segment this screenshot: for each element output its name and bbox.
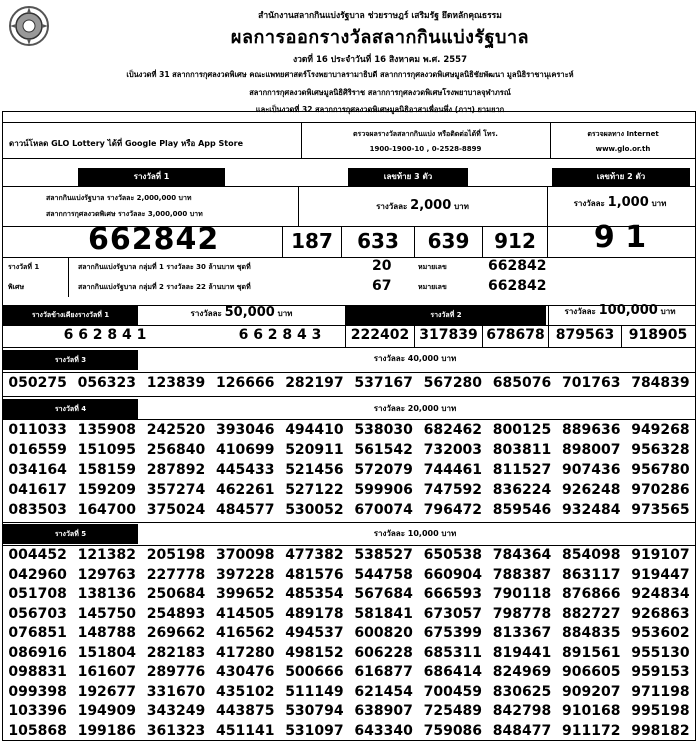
internet-label: ตรวจผลทาง Internet (587, 130, 659, 138)
three-digit-number: 633 (357, 229, 399, 253)
prize-number: 907436 (562, 462, 621, 478)
prize-number: 561542 (354, 442, 413, 458)
prize-number: 145750 (77, 605, 137, 622)
prize-number: 537167 (354, 375, 413, 391)
prize-number: 848477 (492, 722, 552, 739)
prize-number: 121382 (77, 547, 137, 563)
two-digit-number: 9 1 (593, 220, 647, 255)
prize-number: 451141 (215, 722, 275, 739)
prize-number: 599906 (354, 482, 413, 498)
prize-number: 953602 (631, 625, 690, 641)
prize-number: 414505 (215, 605, 275, 622)
special-row2-set: 67 (372, 278, 392, 294)
prize-number: 481576 (285, 566, 344, 583)
prize-number: 956780 (631, 462, 690, 478)
two-digit-prize-unit: บาท (651, 199, 667, 208)
prize-number: 489178 (285, 605, 344, 622)
prize-number: 051708 (8, 586, 67, 602)
prize-number: 600820 (354, 625, 413, 641)
prize-number: 331670 (146, 683, 206, 700)
prize-number: 682462 (423, 422, 483, 438)
prize-number: 042960 (8, 566, 67, 583)
prize-number: 800125 (492, 422, 552, 438)
prize-number: 788387 (492, 566, 552, 583)
two-digit-prize-prefix: รางวัลละ (573, 199, 605, 208)
prize-number: 511149 (285, 683, 344, 700)
prize-number: 700459 (423, 683, 483, 700)
prize-number: 287892 (146, 462, 206, 478)
special-label-1: รางวัลที่ 1 (8, 263, 40, 271)
prize-number: 016559 (8, 442, 67, 458)
first-prize-label: รางวัลที่ 1 (78, 168, 225, 186)
prize-number: 443875 (215, 703, 275, 719)
prize-number: 882727 (562, 605, 621, 622)
second-prize-unit: บาท (660, 307, 676, 316)
prize-number: 445433 (215, 462, 275, 478)
prize-number: 484577 (215, 502, 275, 518)
prize-number: 103396 (8, 703, 67, 719)
prize-number: 530794 (285, 703, 344, 719)
first-prize-desc-2: สลากการกุศลงวดพิเศษ รางวัลละ 3,000,000 บาท (46, 210, 203, 218)
near-prize-number: 6 6 2 8 4 3 (238, 327, 322, 343)
prize-number: 919107 (631, 547, 690, 563)
two-digit-prize-amount: 1,000 (607, 195, 649, 210)
prize-number-row (3, 565, 695, 585)
prize-number: 685311 (423, 644, 483, 661)
prize-number: 898007 (562, 442, 621, 458)
prize-number: 416562 (215, 625, 275, 641)
prize-number: 863117 (562, 566, 621, 583)
prize-number: 744461 (423, 462, 483, 478)
prize-number: 606228 (354, 644, 413, 661)
prize-number: 660904 (423, 566, 483, 583)
prize-number: 343249 (146, 703, 206, 719)
prize-number: 670074 (354, 502, 413, 518)
prize-number: 675399 (423, 625, 483, 641)
prize-number: 375024 (146, 502, 206, 518)
info-row (2, 122, 696, 159)
second-prize-number: 879563 (555, 327, 615, 343)
prize-number: 673057 (423, 605, 483, 622)
three-digit-number: 912 (494, 229, 536, 253)
near-prize-amount: 50,000 (224, 305, 275, 320)
prize-number: 759086 (423, 722, 483, 739)
prize-number: 854098 (562, 547, 621, 563)
draw-note-1: เป็นงวดที่ 31 สลากการกุศลงวดพิเศษ คณะแพทยศาสตร์โรงพยาบาลรามาธิบดี สลากการกุศลงวดพิเศษมูลนิธิชัยพัฒนา มูลนิธิราชานุเคราะห์ (126, 70, 574, 79)
prize-number: 973565 (631, 502, 690, 518)
near-prize-prefix: รางวัลละ (190, 309, 222, 318)
draw-note-2: สลากการกุศลงวดพิเศษมูลนิธิศิริราช สลากการกุศลงวดพิเศษโรงพยาบาลจุฬาภรณ์ (249, 88, 511, 97)
special-row1-no-label: หมายเลข (418, 263, 447, 271)
prize-number: 269662 (146, 625, 206, 641)
prize-number: 725489 (423, 703, 483, 719)
prize-number: 158159 (77, 462, 137, 478)
prize-number-row (3, 480, 695, 500)
prize-number: 959153 (631, 664, 690, 680)
prize-number: 399652 (215, 586, 275, 602)
prize-number: 159209 (77, 482, 137, 498)
prize-number: 638907 (354, 703, 413, 719)
prize-number: 435102 (215, 683, 275, 700)
three-digit-number: 187 (291, 229, 333, 253)
prize-number-row (3, 662, 695, 682)
prize-number: 397228 (215, 566, 275, 583)
prize-number: 148788 (77, 625, 137, 641)
prize-number: 138136 (77, 586, 137, 602)
second-prize-number: 317839 (419, 327, 478, 343)
prize-number: 477382 (285, 547, 344, 563)
prize-number: 050275 (8, 375, 67, 391)
prize-number: 926863 (631, 605, 690, 622)
prize-number: 830625 (492, 683, 552, 700)
prize-number: 485354 (285, 586, 344, 602)
prize-number: 911172 (562, 722, 621, 739)
prize-number-row (3, 623, 695, 643)
prize-number: 393046 (215, 422, 275, 438)
special-row2-desc: สลากกินแบ่งรัฐบาล กลุ่มที่ 2 รางวัลละ 22 ล้านบาท ชุดที่ (78, 283, 251, 291)
prize-number: 194909 (77, 703, 137, 719)
prize-number-row (3, 440, 695, 460)
first-prize-desc-1: สลากกินแบ่งรัฐบาล รางวัลละ 2,000,000 บาท (46, 194, 192, 202)
check-label: ตรวจผลรางวัลสลากกินแบ่ง หรือติดต่อได้ที่ โทร. (353, 130, 498, 138)
prize-number: 164700 (77, 502, 137, 518)
prize-number: 056703 (8, 605, 67, 622)
prize-number: 701763 (562, 375, 621, 391)
phone-number: 1900-1900-10 , 0-2528-8899 (369, 145, 482, 153)
second-prize-number: 678678 (486, 327, 545, 343)
prize-number: 099398 (8, 683, 67, 700)
prize-number: 123839 (146, 375, 206, 391)
prize-number: 811527 (492, 462, 552, 478)
prize-number: 784839 (631, 375, 690, 391)
prize-number: 500666 (285, 664, 344, 680)
near-prize-number: 6 6 2 8 4 1 (63, 327, 147, 343)
prize-number: 129763 (77, 566, 137, 583)
two-digit-label: เลขท้าย 2 ตัว (552, 168, 690, 186)
prize-number: 803811 (492, 442, 552, 458)
prize-number: 527122 (285, 482, 344, 498)
prize-number: 531097 (285, 722, 344, 739)
prize-number: 041617 (8, 482, 67, 498)
prize-number: 004452 (8, 547, 67, 563)
prize-number: 796472 (423, 502, 483, 518)
prize-number: 889636 (562, 422, 621, 438)
prize-number: 205198 (146, 547, 206, 563)
prize-number: 971198 (631, 683, 690, 700)
prize-number: 956328 (631, 442, 690, 458)
prize-number: 135908 (77, 422, 137, 438)
three-digit-number: 639 (427, 229, 470, 253)
third-prize-label: รางวัลที่ 3 (3, 350, 138, 370)
three-digit-label: เลขท้าย 3 ตัว (348, 168, 468, 186)
special-row2-number: 662842 (488, 278, 547, 294)
prize-number: 544758 (354, 566, 413, 583)
three-digit-prize-prefix: รางวัลละ (376, 202, 408, 211)
first-prize-number: 662842 (88, 222, 220, 257)
three-digit-prize-unit: บาท (454, 202, 469, 211)
prize-number: 076851 (8, 625, 67, 641)
third-prize-amount: รางวัลละ 40,000 บาท (373, 354, 457, 363)
prize-number: 621454 (354, 683, 413, 700)
near-prize-label: รางวัลข้างเคียงรางวัลที่ 1 (3, 306, 138, 325)
prize-number: 836224 (492, 482, 552, 498)
prize-number: 813367 (492, 625, 552, 641)
prize-number: 955130 (631, 644, 690, 661)
three-digit-prize (300, 198, 545, 213)
download-note: ดาวน์โหลด GLO Lottery ได้ที่ Google Play หรือ App Store (9, 139, 243, 148)
special-row1-number: 662842 (488, 258, 547, 274)
prize-number-row (3, 643, 695, 663)
prize-number: 747592 (423, 482, 483, 498)
prize-number: 567684 (354, 586, 413, 602)
prize-number: 289776 (146, 664, 206, 680)
prize-number: 520911 (285, 442, 344, 458)
prize-number: 567280 (423, 375, 483, 391)
prize-number: 361323 (146, 722, 206, 739)
prize-number: 011033 (8, 422, 67, 438)
prize-number: 643340 (354, 722, 413, 739)
second-prize (549, 303, 691, 318)
website-link[interactable]: www.glo.or.th (595, 145, 651, 153)
prize-number-row (3, 584, 695, 604)
second-prize-prefix: รางวัลละ (564, 307, 596, 316)
prize-number: 906605 (562, 664, 621, 680)
prize-number: 494410 (285, 422, 344, 438)
prize-number: 824969 (492, 664, 552, 680)
prize-number: 732003 (423, 442, 483, 458)
second-prize-number: 918905 (628, 327, 688, 343)
prize-number: 282197 (285, 375, 344, 391)
two-digit-prize (549, 195, 691, 210)
prize-number: 254893 (146, 605, 206, 622)
prize-number: 581841 (354, 605, 413, 622)
second-prize-label: รางวัลที่ 2 (346, 306, 546, 325)
prize-number: 056323 (77, 375, 137, 391)
near-prize (140, 305, 343, 320)
prize-number-row (3, 701, 695, 721)
prize-number: 417280 (215, 644, 275, 661)
prize-number-row (3, 721, 695, 741)
prize-number: 105868 (8, 722, 67, 739)
prize-number: 161607 (77, 664, 137, 680)
draw-note-3: และเป็นงวดที่ 32 สลากการกุศลงวดพิเศษมูลนิธิอาสาเพื่อนพึ่ง (ภาฯ) ยามยาก (255, 105, 505, 114)
fifth-prize-label: รางวัลที่ 5 (3, 524, 138, 544)
prize-number-row (3, 604, 695, 624)
prize-number: 250684 (146, 586, 206, 602)
near-prize-unit: บาท (277, 309, 293, 318)
prize-number: 686414 (423, 664, 483, 680)
prize-number: 410699 (215, 442, 275, 458)
prize-number: 494537 (285, 625, 344, 641)
prize-number: 199186 (77, 722, 137, 739)
prize-number: 859546 (492, 502, 552, 518)
fourth-prize-amount: รางวัลละ 20,000 บาท (373, 404, 457, 413)
prize-number: 616877 (354, 664, 413, 680)
prize-number: 998182 (631, 722, 690, 739)
fifth-prize-amount: รางวัลละ 10,000 บาท (373, 529, 457, 538)
special-row1-desc: สลากกินแบ่งรัฐบาล กลุ่มที่ 1 รางวัลละ 30 ล้านบาท ชุดที่ (78, 263, 251, 271)
prize-number: 924834 (631, 586, 690, 602)
page-title: ผลการออกรางวัลสลากกินแบ่งรัฐบาล (230, 27, 530, 48)
prize-number: 521456 (285, 462, 344, 478)
prize-number: 891561 (562, 644, 621, 661)
prize-number: 126666 (215, 375, 275, 391)
prize-number: 498152 (285, 644, 344, 661)
prize-number: 462261 (215, 482, 275, 498)
prize-number: 884835 (562, 625, 621, 641)
prize-number: 650538 (423, 547, 483, 563)
prize-number: 256840 (146, 442, 206, 458)
prize-number: 798778 (492, 605, 552, 622)
prize-number-row (3, 460, 695, 480)
prize-number: 932484 (562, 502, 621, 518)
prize-number: 666593 (423, 586, 483, 602)
second-prize-amount: 100,000 (598, 303, 658, 318)
organization-name: สำนักงานสลากกินแบ่งรัฐบาล ช่วยราษฎร์ เสริมรัฐ ยึดหลักคุณธรรม (258, 11, 502, 21)
prize-number: 242520 (146, 422, 206, 438)
prize-number: 538527 (354, 547, 413, 563)
prize-number: 151095 (77, 442, 137, 458)
prize-number: 086916 (8, 644, 67, 661)
prize-number: 357274 (146, 482, 206, 498)
prize-number: 685076 (492, 375, 552, 391)
prize-number: 790118 (492, 586, 552, 602)
prize-number: 842798 (492, 703, 552, 719)
fourth-prize-label: รางวัลที่ 4 (3, 399, 138, 419)
prize-number-row (3, 545, 695, 565)
prize-number: 572079 (354, 462, 413, 478)
prize-number: 151804 (77, 644, 137, 661)
prize-number: 784364 (492, 547, 552, 563)
prize-number: 098831 (8, 664, 67, 680)
third-prize-row (3, 373, 695, 393)
draw-date: งวดที่ 16 ประจำวันที่ 16 สิงหาคม พ.ศ. 2557 (292, 55, 468, 65)
prize-number: 227778 (146, 566, 206, 583)
prize-number: 876866 (562, 586, 621, 602)
three-digit-prize-amount: 2,000 (410, 198, 452, 213)
prize-number: 819441 (492, 644, 552, 661)
prize-number: 910168 (562, 703, 621, 719)
prize-number: 995198 (631, 703, 690, 719)
prize-number: 083503 (8, 502, 67, 518)
special-row1-set: 20 (372, 258, 392, 274)
prize-number-row (3, 500, 695, 520)
prize-number: 530052 (285, 502, 344, 518)
glo-seal-logo (8, 5, 50, 47)
prize-number: 370098 (215, 547, 275, 563)
prize-number: 926248 (562, 482, 621, 498)
prize-number: 538030 (354, 422, 413, 438)
prize-number: 192677 (77, 683, 137, 700)
special-label-2: พิเศษ (8, 283, 25, 291)
prize-number: 949268 (631, 422, 690, 438)
prize-number: 282183 (146, 644, 206, 661)
prize-number: 919447 (631, 566, 690, 583)
second-prize-number: 222402 (350, 327, 410, 343)
prize-number-row (3, 682, 695, 702)
prize-number: 909207 (562, 683, 621, 700)
prize-number: 430476 (215, 664, 275, 680)
special-row2-no-label: หมายเลข (418, 283, 447, 291)
prize-number: 970286 (631, 482, 690, 498)
prize-number: 034164 (8, 462, 67, 478)
prize-number-row (3, 420, 695, 440)
